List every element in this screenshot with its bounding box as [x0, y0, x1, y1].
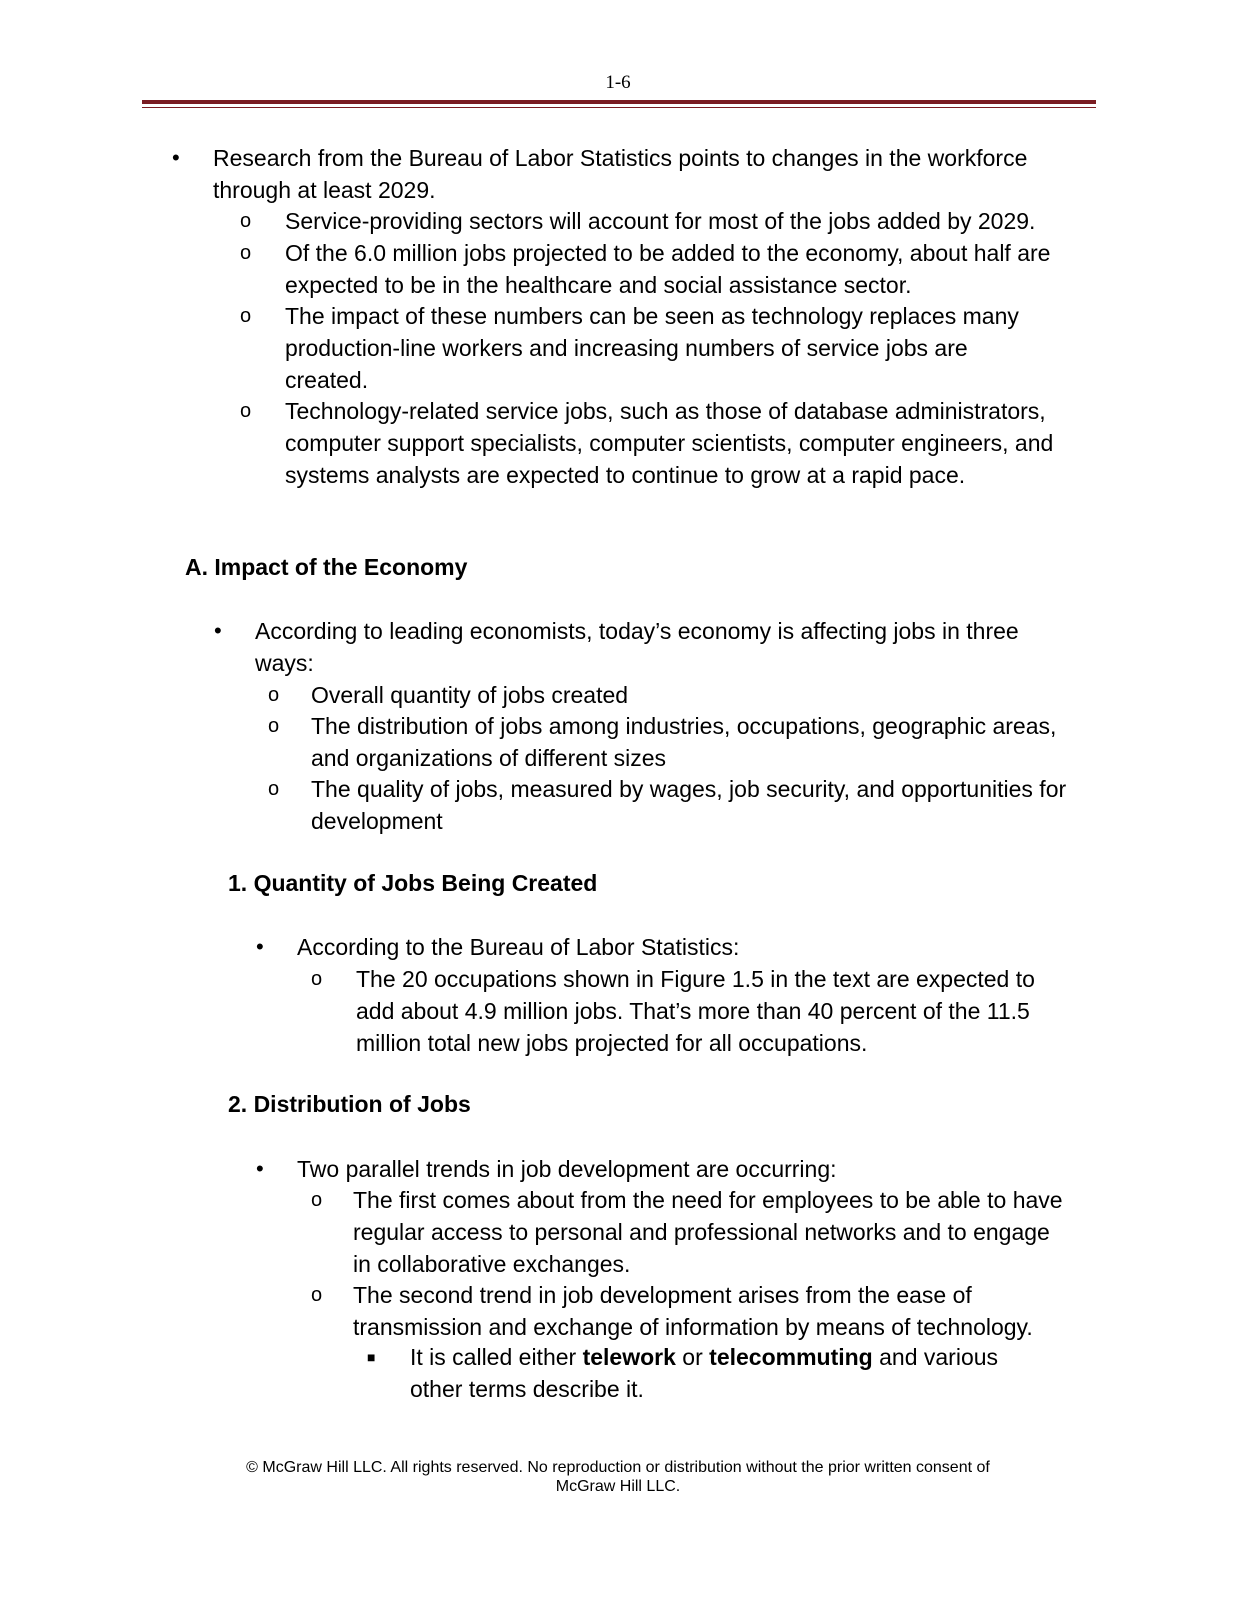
header-rule-thick: [142, 100, 1096, 104]
circle-bullet-icon: o: [311, 1284, 323, 1306]
section-1-heading: 1. Quantity of Jobs Being Created: [228, 870, 598, 896]
subsub-text-middle: or: [675, 1344, 710, 1370]
header-rule-thin: [142, 107, 1096, 108]
intro-sub-1: Service-providing sectors will account for most of the jobs added by 2029.: [285, 208, 1036, 234]
section-a-sub-1: Overall quantity of jobs created: [311, 682, 629, 708]
circle-bullet-icon: o: [240, 400, 252, 422]
bullet-icon: •: [256, 934, 264, 959]
circle-bullet-icon: o: [268, 778, 280, 800]
section-2-bullet-text: Two parallel trends in job development are occurring:: [297, 1156, 837, 1182]
subsub-text-before: It is called either: [410, 1344, 583, 1370]
section-2-subsub-1: [410, 1341, 1050, 1405]
circle-bullet-icon: o: [268, 715, 280, 737]
circle-bullet-icon: o: [240, 242, 252, 264]
intro-sub-4: Technology-related service jobs, such as those of database administrators, computer support specialists, computer scientists, computer engineers, and systems analysts are expected to continue to grow at a rapid pace.: [285, 398, 1054, 488]
bullet-icon: •: [214, 618, 222, 643]
circle-bullet-icon: o: [311, 1189, 323, 1211]
circle-bullet-icon: o: [240, 210, 252, 232]
section-a-heading: A. Impact of the Economy: [185, 554, 468, 580]
circle-bullet-icon: o: [268, 684, 280, 706]
bullet-icon: •: [256, 1156, 264, 1181]
section-2-sub-2: The second trend in job development arises from the ease of transmission and exchange of information by means of technology.: [353, 1282, 1033, 1340]
section-a-sub-2: The distribution of jobs among industries, occupations, geographic areas, and organizations of different sizes: [311, 713, 1057, 771]
section-2-heading: 2. Distribution of Jobs: [228, 1091, 471, 1117]
copyright-footer: [0, 1458, 1236, 1496]
intro-sub-3: The impact of these numbers can be seen as technology replaces many production-line workers and increasing numbers of service jobs are created.: [285, 303, 1019, 393]
bullet-icon: •: [172, 145, 180, 170]
intro-bullet-text: Research from the Bureau of Labor Statistics points to changes in the workforce through at least 2029.: [213, 145, 1028, 203]
square-bullet-icon: ■: [367, 1349, 376, 1365]
page-number: 1-6: [605, 72, 631, 93]
section-1-sub-1: The 20 occupations shown in Figure 1.5 in the text are expected to add about 4.9 million jobs. That’s more than 40 percent of the 11.5 million total new jobs projected for all occupations.: [356, 966, 1035, 1056]
footer-line-2: McGraw Hill LLC.: [555, 1478, 681, 1495]
telework-term: telework: [582, 1344, 676, 1370]
subsub-text-after: and various other terms describe it.: [410, 1344, 999, 1402]
footer-line-1: © McGraw Hill LLC. All rights reserved. No reproduction or distribution without the prior written consent of: [246, 1459, 990, 1476]
circle-bullet-icon: o: [311, 968, 323, 990]
telecommuting-term: telecommuting: [709, 1344, 873, 1370]
section-a-sub-3: The quality of jobs, measured by wages, job security, and opportunities for development: [311, 776, 1067, 834]
circle-bullet-icon: o: [240, 305, 252, 327]
section-a-bullet-text: According to leading economists, today’s economy is affecting jobs in three ways:: [255, 618, 1019, 676]
intro-sub-2: Of the 6.0 million jobs projected to be added to the economy, about half are expected to be in the healthcare and social assistance sector.: [285, 240, 1051, 298]
section-1-bullet-text: According to the Bureau of Labor Statistics:: [297, 934, 740, 960]
section-2-sub-1: The first comes about from the need for employees to be able to have regular access to personal and professional networks and to engage in collaborative exchanges.: [353, 1187, 1063, 1277]
